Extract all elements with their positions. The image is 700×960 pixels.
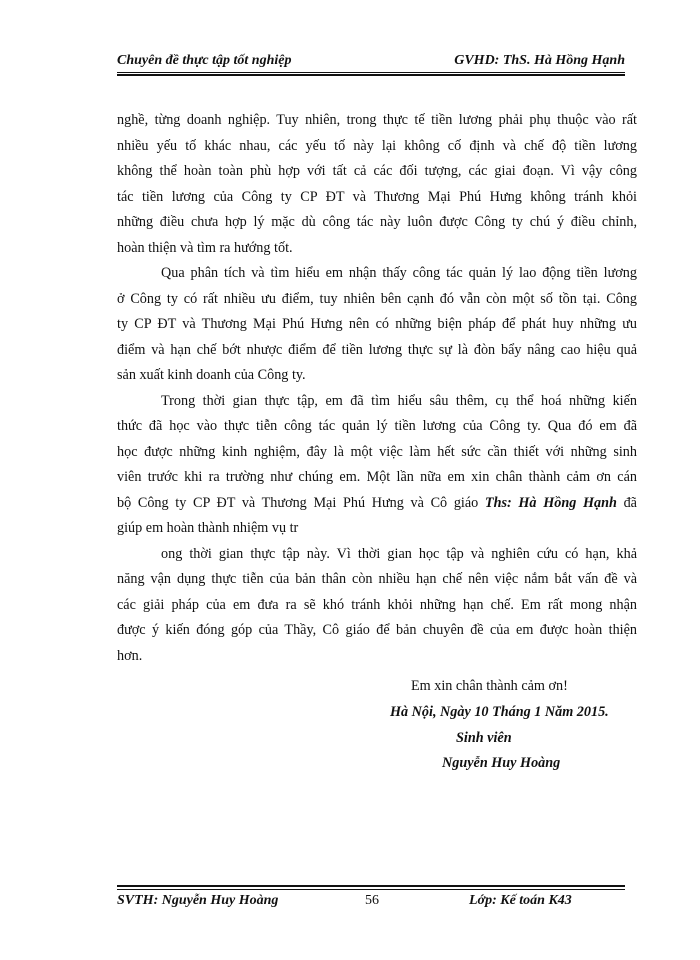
paragraph-3-line: thức đã học vào thực tiễn công tác quản lý tiền lương của Công ty. Qua đó em đã: [117, 418, 637, 434]
paragraph-1-line: những điều chưa hợp lý mặc dù công tác này luôn được Công ty chú ý điều chỉnh,: [117, 214, 637, 230]
document-body: [117, 108, 637, 669]
paragraph-1-line: không thể hoàn toàn phù hợp với tất cả các đối tượng, các giai đoạn. Vì vậy công: [117, 163, 637, 179]
footer-rule-double: [117, 885, 625, 887]
paragraph-2-line: sản xuất kinh doanh của Công ty.: [117, 367, 306, 383]
paragraph-3-text: bộ Công ty CP ĐT và Thương Mại Phú Hưng và Cô giáo: [117, 494, 485, 511]
paragraph-4-line: được ý kiến đóng góp của Thầy, Cô giáo để bản chuyên đề của em được hoàn thiện: [117, 622, 637, 638]
paragraph-2-line: ty CP ĐT và Thương Mại Phú Hưng nên có những biện pháp để phát huy những ưu: [117, 316, 637, 332]
paragraph-3-text: đã: [616, 494, 637, 511]
header-rule-double: [117, 74, 625, 76]
paragraph-4-line: năng vận dụng thực tiễn của bản thân còn nhiều hạn chế nên việc nắm bắt vấn đề và: [117, 571, 637, 587]
signature-date: Hà Nội, Ngày 10 Tháng 1 Năm 2015.: [390, 704, 609, 720]
paragraph-4-line: các giải pháp của em đưa ra sẽ khó tránh khỏi những hạn chế. Em rất mong nhận: [117, 596, 637, 613]
signature-name: Nguyễn Huy Hoàng: [442, 755, 561, 771]
header-supervisor: GVHD: ThS. Hà Hồng Hạnh: [454, 53, 625, 68]
footer-class: Lớp: Kế toán K43: [469, 893, 572, 908]
paragraph-4-line: hơn.: [117, 647, 143, 664]
paragraph-3-line: Trong thời gian thực tập, em đã tìm hiểu sâu thêm, cụ thể hoá những kiến: [161, 392, 637, 409]
paragraph-2-line: điểm và hạn chế bớt nhược điểm để tiền lương thực sự là đòn bẩy nâng cao hiệu quả: [117, 341, 637, 358]
page-footer: [117, 893, 625, 913]
paragraph-1-line: tác tiền lương của Công ty CP ĐT và Thương Mại Phú Hưng không tránh khỏi: [117, 188, 637, 205]
page-number: 56: [365, 893, 379, 908]
paragraph-4-line: ong thời gian thực tập này. Vì thời gian học tập và nghiên cứu có hạn, khả: [161, 545, 637, 562]
closing-thanks: Em xin chân thành cảm ơn!: [411, 678, 568, 694]
paragraph-2-line: Qua phân tích và tìm hiểu em nhận thấy công tác quản lý lao động tiền lương: [161, 265, 637, 281]
paragraph-3-line-teacher: [117, 491, 637, 517]
paragraph-1-line: nhiều yếu tố khác nhau, các yếu tố này lại không cố định và chế độ tiền lương: [117, 137, 637, 154]
header-topic: Chuyên đề thực tập tốt nghiệp: [117, 53, 292, 68]
paragraph-3-line: giúp em hoàn thành nhiệm vụ tr: [117, 520, 299, 536]
teacher-name: Ths: Hà Hồng Hạnh: [484, 494, 617, 511]
footer-student: SVTH: Nguyễn Huy Hoàng: [117, 893, 279, 908]
signature-role: Sinh viên: [456, 730, 512, 746]
paragraph-2-line: ở Công ty có rất nhiều ưu điểm, tuy nhiên bên cạnh đó vẫn còn một số tồn tại. Công: [117, 290, 637, 307]
page-header: [117, 50, 625, 70]
paragraph-3-line: viên trước khi ra trường như chúng em. Một lần nữa em xin chân thành cảm ơn cán: [117, 469, 637, 485]
paragraph-3-line: học được những kinh nghiệm, đây là một việc làm hết sức cần thiết với những sinh: [117, 443, 637, 460]
header-rule: [117, 72, 625, 73]
paragraph-1-line: nghề, từng doanh nghiệp. Tuy nhiên, trong thực tế tiền lương phải phụ thuộc vào rất: [117, 112, 637, 128]
paragraph-1-line: hoàn thiện và tìm ra hướng tốt.: [117, 239, 293, 256]
footer-rule: [117, 889, 625, 890]
